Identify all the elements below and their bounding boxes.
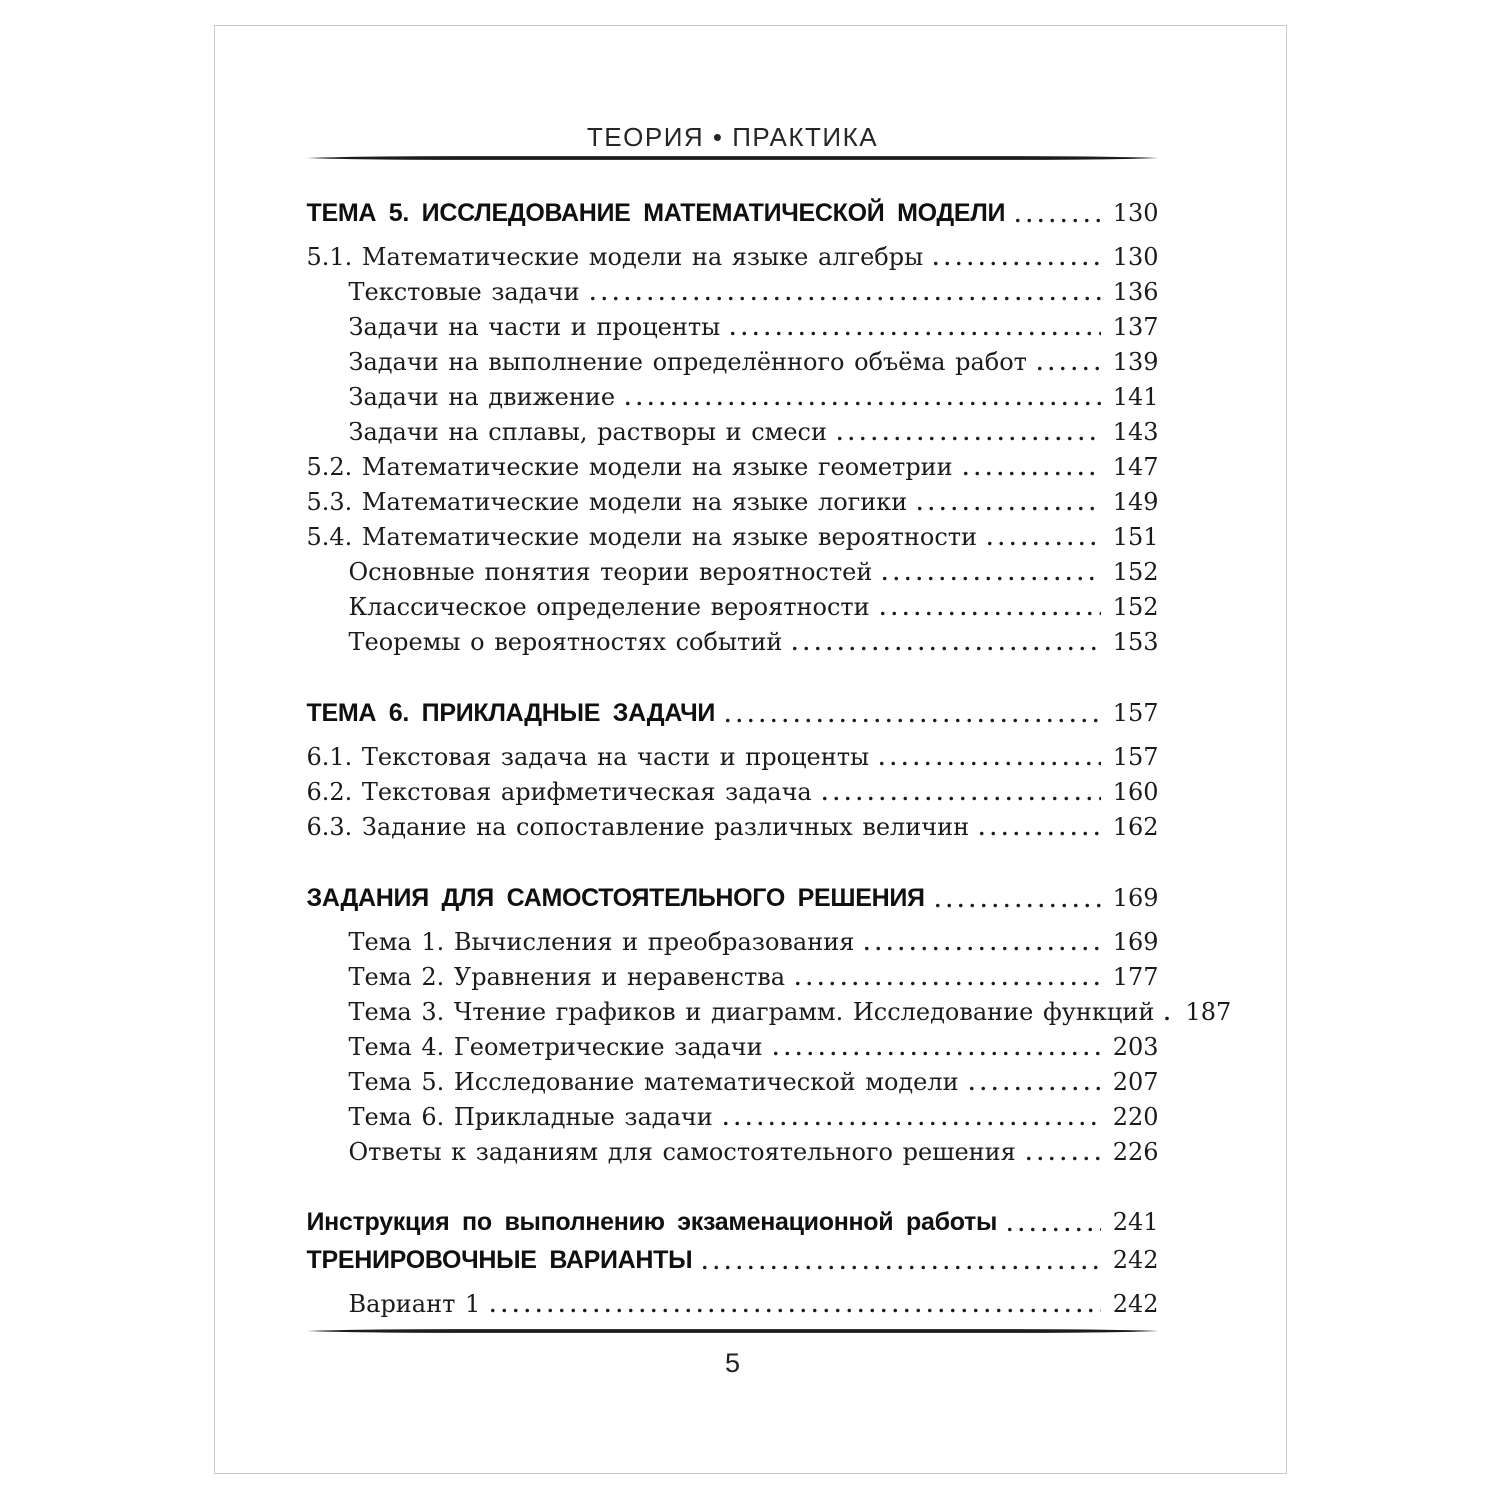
toc-dot-leader [834,436,1101,441]
toc-entry-title: Текстовые задачи [348,278,580,306]
toc-entry-title: Тема 3. Чтение графиков и диаграмм. Исследование функций [348,998,1155,1026]
toc-entry-page: 203 [1112,1033,1159,1061]
toc-entry [307,1203,1159,1241]
toc-entry [307,310,1159,345]
toc-entry [307,1241,1159,1279]
toc-dot-leader [699,1265,1100,1270]
toc-entry-page: 136 [1112,278,1159,306]
toc-entry [307,1135,1159,1170]
toc-entry-title: ЗАДАНИЯ ДЛЯ САМОСТОЯТЕЛЬНОГО РЕШЕНИЯ [306,884,925,912]
toc-dot-leader [1012,218,1100,223]
toc-entry [307,555,1159,590]
toc-entry-title: Ответы к заданиям для самостоятельного решения [348,1138,1016,1166]
page-number: 5 [724,1348,741,1378]
toc-dot-leader [819,796,1101,801]
toc-entry-title: Тема 5. Исследование математической модели [348,1068,959,1096]
toc-entry [307,590,1159,625]
toc-entry-page: 169 [1112,928,1159,956]
toc-entry-title: ТЕМА 6. ПРИКЛАДНЫЕ ЗАДАЧИ [306,699,716,727]
toc-dot-leader [879,576,1100,581]
toc-entry-page: 147 [1112,453,1159,481]
toc-entry-page: 207 [1112,1068,1159,1096]
header-rule [307,155,1159,161]
toc-entry-page: 130 [1112,243,1159,271]
toc-entry-title: Тема 6. Прикладные задачи [348,1103,713,1131]
toc-entry [307,625,1159,660]
toc-entry-page: 143 [1112,418,1159,446]
toc-dot-leader [789,646,1100,651]
toc-entry [307,450,1159,485]
toc-entry-page: 157 [1112,743,1159,771]
toc-entry-title: Задачи на движение [348,383,616,411]
content-column [306,122,1232,1378]
toc-entry-title: Тема 1. Вычисления и преобразования [348,928,855,956]
toc-entry-page: 177 [1112,963,1159,991]
toc-entry [307,345,1159,380]
toc-dot-leader [1034,366,1101,371]
toc-entry-title: Классическое определение вероятности [348,593,870,621]
toc-entry-page: 152 [1112,593,1159,621]
toc-entry-page: 149 [1112,488,1159,516]
toc-entry [307,960,1159,995]
toc-entry-title: Задачи на сплавы, растворы и смеси [348,418,827,446]
toc-entry-page: 162 [1112,813,1159,841]
toc-entry-title: 5.3. Математические модели на языке логики [306,488,908,516]
screen [0,25,1500,1500]
toc-entry [307,775,1159,810]
toc-entry-title: 5.4. Математические модели на языке вероятности [306,523,978,551]
toc-entry-title: Вариант 1 [348,1290,481,1318]
toc-entry-title: 5.2. Математические модели на языке геометрии [306,453,953,481]
toc-dot-leader [622,401,1100,406]
toc-entry-page: 160 [1112,778,1159,806]
toc-dot-leader [1004,1227,1100,1232]
toc-entry-title: ТЕМА 5. ИССЛЕДОВАНИЕ МАТЕМАТИЧЕСКОЙ МОДЕЛИ [306,199,1006,227]
toc-dot-leader [877,611,1101,616]
toc-dot-leader [914,506,1100,511]
toc-dot-leader [976,831,1100,836]
toc-entry-page: 141 [1112,383,1159,411]
toc-dot-leader [487,1308,1100,1313]
toc-entry-page: 137 [1112,313,1159,341]
toc-entry [307,194,1159,232]
toc-dot-leader [792,981,1100,986]
table-of-contents [306,194,1232,1322]
toc-entry [307,1287,1159,1322]
footer-rule [307,1328,1159,1334]
toc-entry [307,995,1232,1030]
toc-entry [307,1030,1159,1065]
toc-entry-title: 5.1. Математические модели на языке алгебры [306,243,924,271]
toc-entry [307,810,1159,845]
toc-entry [307,1065,1159,1100]
toc-entry-page: 242 [1112,1246,1159,1274]
toc-entry [307,694,1159,732]
toc-entry-title: Тема 4. Геометрические задачи [348,1033,763,1061]
toc-entry-title: Задачи на выполнение определённого объёма работ [348,348,1027,376]
toc-dot-leader [861,946,1100,951]
toc-dot-leader [932,903,1101,908]
toc-entry-title: Инструкция по выполнению экзаменационной работы [306,1208,998,1236]
toc-dot-leader [1023,1156,1101,1161]
running-head [307,123,1159,151]
toc-dot-leader [770,1051,1101,1056]
toc-entry-page: 130 [1112,199,1159,227]
toc-dot-leader [720,1121,1101,1126]
toc-entry-page: 220 [1112,1103,1159,1131]
toc-entry-title: ТРЕНИРОВОЧНЫЕ ВАРИАНТЫ [306,1246,693,1274]
toc-entry-page: 151 [1112,523,1159,551]
toc-dot-leader [1161,1016,1173,1021]
toc-entry [307,1100,1159,1135]
toc-dot-leader [960,471,1101,476]
toc-entry [307,879,1159,917]
toc-entry-page: 139 [1112,348,1159,376]
toc-dot-leader [587,296,1101,301]
toc-entry [307,275,1159,310]
toc-entry-title: 6.3. Задание на сопоставление различных величин [306,813,970,841]
toc-dot-leader [930,261,1100,266]
toc-entry-title: Теоремы о вероятностях событий [348,628,783,656]
toc-entry [307,520,1159,555]
toc-entry [307,380,1159,415]
toc-entry-page: 242 [1112,1290,1159,1318]
toc-dot-leader [966,1086,1101,1091]
running-head-text: ТЕОРИЯ • ПРАКТИКА [586,122,879,152]
book-page [214,25,1287,1474]
toc-entry-title: 6.2. Текстовая арифметическая задача [306,778,812,806]
toc-entry-page: 226 [1112,1138,1159,1166]
toc-entry [307,925,1159,960]
toc-dot-leader [876,761,1100,766]
toc-entry-title: 6.1. Текстовая задача на части и проценты [306,743,870,771]
toc-entry-page: 157 [1112,699,1159,727]
toc-entry [307,740,1159,775]
toc-dot-leader [727,331,1100,336]
toc-entry [307,415,1159,450]
toc-entry-title: Тема 2. Уравнения и неравенства [348,963,786,991]
toc-entry-page: 187 [1185,998,1232,1026]
toc-entry-title: Основные понятия теории вероятностей [348,558,873,586]
toc-entry-title: Задачи на части и проценты [348,313,721,341]
toc-dot-leader [722,718,1100,723]
toc-dot-leader [984,541,1100,546]
toc-entry-page: 241 [1112,1208,1159,1236]
toc-entry-page: 152 [1112,558,1159,586]
toc-entry [307,485,1159,520]
toc-entry-page: 153 [1112,628,1159,656]
toc-entry [307,240,1159,275]
toc-entry-page: 169 [1112,884,1159,912]
